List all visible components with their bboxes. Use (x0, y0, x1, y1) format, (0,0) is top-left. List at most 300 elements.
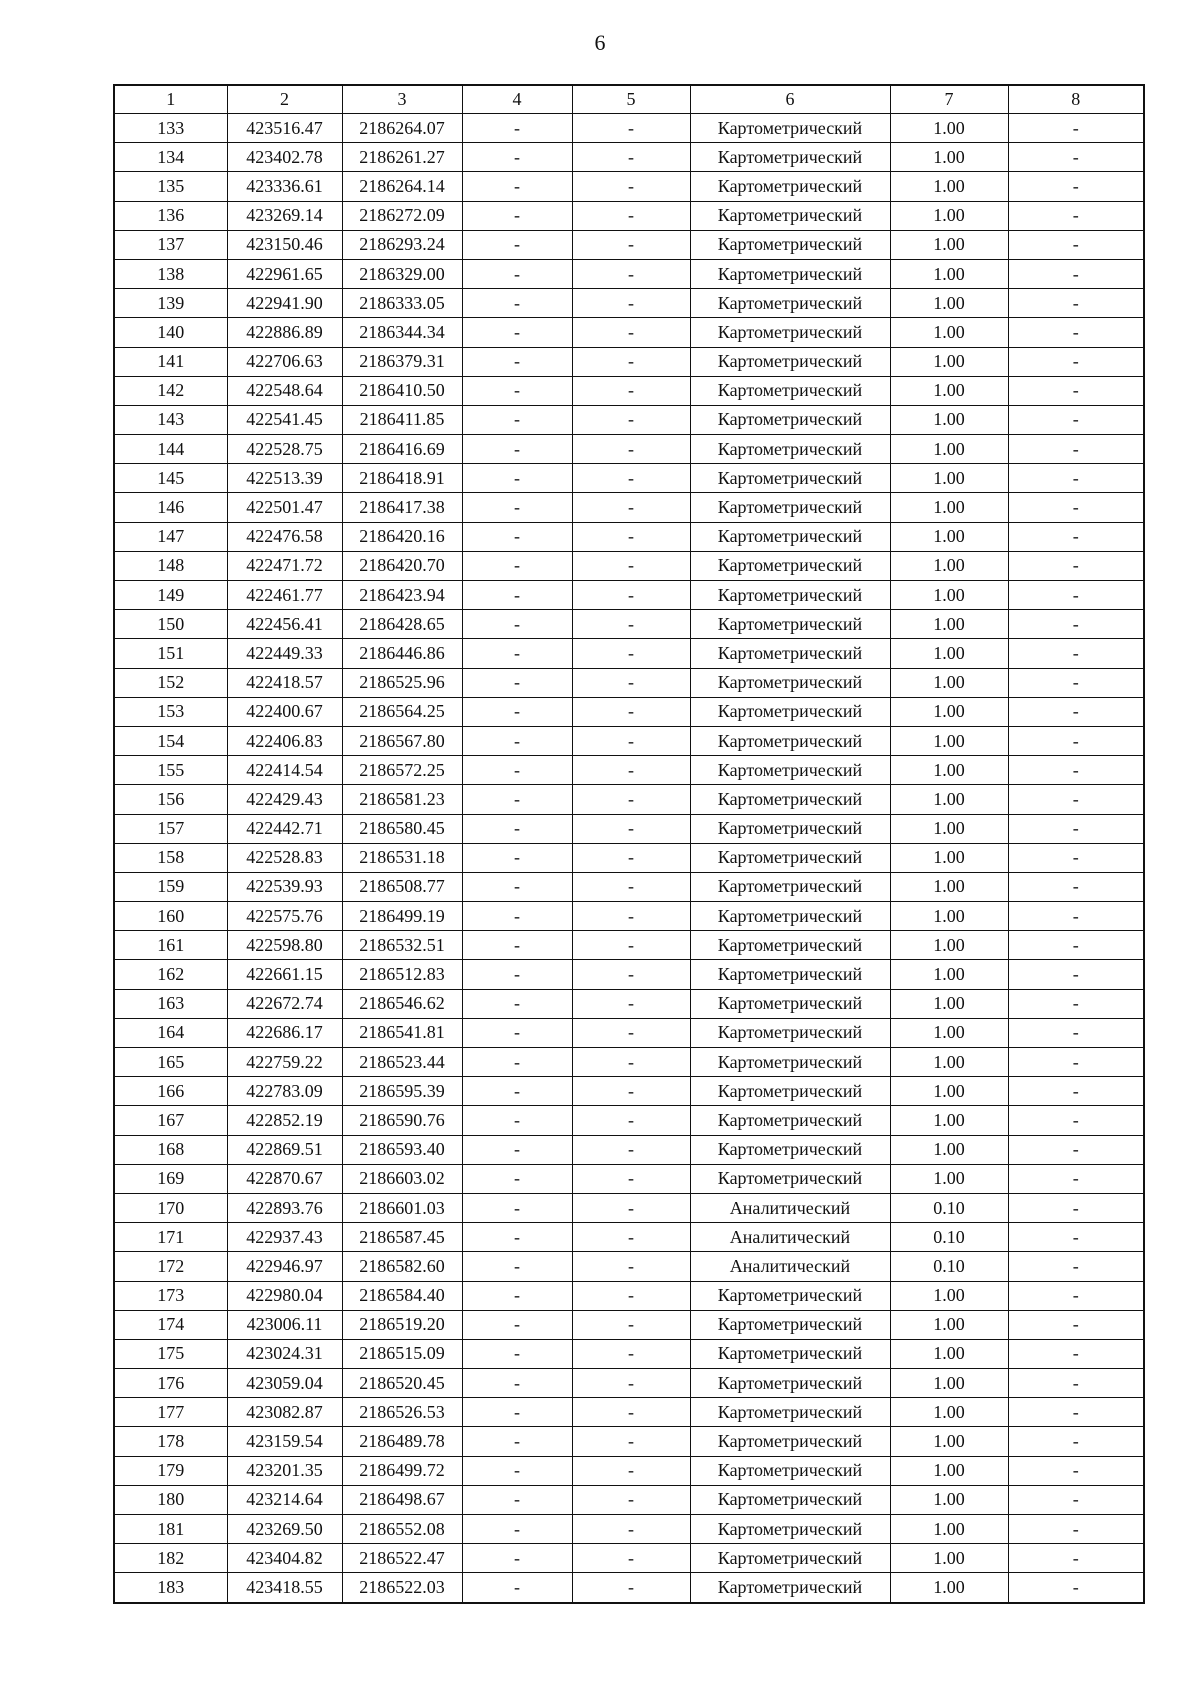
method-cell: Картометрический (690, 1456, 890, 1485)
accuracy-cell: 1.00 (890, 259, 1008, 288)
table-row (114, 639, 1144, 668)
point-number-cell: 154 (114, 726, 227, 755)
column-5-cell: - (572, 960, 690, 989)
point-number-cell: 139 (114, 289, 227, 318)
accuracy-cell: 1.00 (890, 872, 1008, 901)
table-row (114, 1456, 1144, 1485)
column-header-7: 7 (890, 85, 1008, 114)
x-coordinate-cell: 422941.90 (227, 289, 342, 318)
point-number-cell: 180 (114, 1485, 227, 1514)
point-number-cell: 183 (114, 1573, 227, 1603)
x-coordinate-cell: 422870.67 (227, 1164, 342, 1193)
column-8-cell: - (1008, 1398, 1144, 1427)
column-4-cell: - (462, 1369, 572, 1398)
table-row (114, 114, 1144, 143)
x-coordinate-cell: 423201.35 (227, 1456, 342, 1485)
column-5-cell: - (572, 1106, 690, 1135)
table-row (114, 230, 1144, 259)
column-5-cell: - (572, 931, 690, 960)
column-5-cell: - (572, 872, 690, 901)
x-coordinate-cell: 422461.77 (227, 581, 342, 610)
column-4-cell: - (462, 435, 572, 464)
x-coordinate-cell: 422672.74 (227, 989, 342, 1018)
y-coordinate-cell: 2186520.45 (342, 1369, 462, 1398)
column-8-cell: - (1008, 639, 1144, 668)
column-4-cell: - (462, 143, 572, 172)
table-row (114, 1339, 1144, 1368)
x-coordinate-cell: 423006.11 (227, 1310, 342, 1339)
column-5-cell: - (572, 1048, 690, 1077)
column-4-cell: - (462, 610, 572, 639)
x-coordinate-cell: 422501.47 (227, 493, 342, 522)
y-coordinate-cell: 2186546.62 (342, 989, 462, 1018)
x-coordinate-cell: 422893.76 (227, 1193, 342, 1222)
column-8-cell: - (1008, 1485, 1144, 1514)
accuracy-cell: 1.00 (890, 756, 1008, 785)
point-number-cell: 171 (114, 1223, 227, 1252)
method-cell: Картометрический (690, 931, 890, 960)
column-5-cell: - (572, 1515, 690, 1544)
column-8-cell: - (1008, 493, 1144, 522)
column-5-cell: - (572, 493, 690, 522)
table-row (114, 1427, 1144, 1456)
column-8-cell: - (1008, 201, 1144, 230)
accuracy-cell: 1.00 (890, 1018, 1008, 1047)
x-coordinate-cell: 422937.43 (227, 1223, 342, 1252)
point-number-cell: 149 (114, 581, 227, 610)
point-number-cell: 153 (114, 697, 227, 726)
x-coordinate-cell: 422414.54 (227, 756, 342, 785)
accuracy-cell: 1.00 (890, 1106, 1008, 1135)
accuracy-cell: 1.00 (890, 230, 1008, 259)
column-4-cell: - (462, 843, 572, 872)
x-coordinate-cell: 422476.58 (227, 522, 342, 551)
table-row (114, 668, 1144, 697)
table-row (114, 1369, 1144, 1398)
column-8-cell: - (1008, 814, 1144, 843)
x-coordinate-cell: 422946.97 (227, 1252, 342, 1281)
y-coordinate-cell: 2186572.25 (342, 756, 462, 785)
column-8-cell: - (1008, 1427, 1144, 1456)
method-cell: Картометрический (690, 1485, 890, 1514)
point-number-cell: 159 (114, 872, 227, 901)
y-coordinate-cell: 2186593.40 (342, 1135, 462, 1164)
point-number-cell: 163 (114, 989, 227, 1018)
column-5-cell: - (572, 376, 690, 405)
point-number-cell: 177 (114, 1398, 227, 1427)
y-coordinate-cell: 2186541.81 (342, 1018, 462, 1047)
column-4-cell: - (462, 989, 572, 1018)
column-header-2: 2 (227, 85, 342, 114)
point-number-cell: 152 (114, 668, 227, 697)
point-number-cell: 143 (114, 405, 227, 434)
y-coordinate-cell: 2186595.39 (342, 1077, 462, 1106)
x-coordinate-cell: 422541.45 (227, 405, 342, 434)
method-cell: Картометрический (690, 1310, 890, 1339)
column-8-cell: - (1008, 1106, 1144, 1135)
column-5-cell: - (572, 785, 690, 814)
column-5-cell: - (572, 610, 690, 639)
table-row (114, 289, 1144, 318)
column-4-cell: - (462, 1281, 572, 1310)
column-8-cell: - (1008, 172, 1144, 201)
x-coordinate-cell: 423024.31 (227, 1339, 342, 1368)
table-row (114, 989, 1144, 1018)
column-4-cell: - (462, 259, 572, 288)
column-4-cell: - (462, 697, 572, 726)
column-5-cell: - (572, 143, 690, 172)
accuracy-cell: 1.00 (890, 697, 1008, 726)
table-row (114, 902, 1144, 931)
accuracy-cell: 1.00 (890, 668, 1008, 697)
column-5-cell: - (572, 1281, 690, 1310)
column-4-cell: - (462, 551, 572, 580)
point-number-cell: 155 (114, 756, 227, 785)
table-row (114, 1573, 1144, 1603)
point-number-cell: 147 (114, 522, 227, 551)
column-4-cell: - (462, 1573, 572, 1603)
table-header (114, 85, 1144, 114)
y-coordinate-cell: 2186523.44 (342, 1048, 462, 1077)
accuracy-cell: 0.10 (890, 1223, 1008, 1252)
x-coordinate-cell: 422980.04 (227, 1281, 342, 1310)
table-row (114, 376, 1144, 405)
point-number-cell: 151 (114, 639, 227, 668)
point-number-cell: 182 (114, 1544, 227, 1573)
accuracy-cell: 1.00 (890, 989, 1008, 1018)
column-8-cell: - (1008, 931, 1144, 960)
y-coordinate-cell: 2186498.67 (342, 1485, 462, 1514)
y-coordinate-cell: 2186428.65 (342, 610, 462, 639)
y-coordinate-cell: 2186261.27 (342, 143, 462, 172)
column-5-cell: - (572, 172, 690, 201)
column-header-1: 1 (114, 85, 227, 114)
method-cell: Картометрический (690, 1164, 890, 1193)
x-coordinate-cell: 422528.75 (227, 435, 342, 464)
column-8-cell: - (1008, 143, 1144, 172)
table-row (114, 1485, 1144, 1514)
column-5-cell: - (572, 551, 690, 580)
column-4-cell: - (462, 522, 572, 551)
method-cell: Картометрический (690, 756, 890, 785)
point-number-cell: 144 (114, 435, 227, 464)
column-4-cell: - (462, 1339, 572, 1368)
x-coordinate-cell: 422852.19 (227, 1106, 342, 1135)
table-row (114, 726, 1144, 755)
header-row (114, 85, 1144, 114)
column-8-cell: - (1008, 522, 1144, 551)
y-coordinate-cell: 2186423.94 (342, 581, 462, 610)
table-row (114, 347, 1144, 376)
point-number-cell: 161 (114, 931, 227, 960)
column-4-cell: - (462, 289, 572, 318)
column-4-cell: - (462, 1048, 572, 1077)
column-8-cell: - (1008, 1048, 1144, 1077)
column-8-cell: - (1008, 1339, 1144, 1368)
table-body (114, 114, 1144, 1603)
accuracy-cell: 1.00 (890, 143, 1008, 172)
accuracy-cell: 1.00 (890, 785, 1008, 814)
column-8-cell: - (1008, 376, 1144, 405)
table-row (114, 493, 1144, 522)
method-cell: Картометрический (690, 1106, 890, 1135)
method-cell: Картометрический (690, 289, 890, 318)
y-coordinate-cell: 2186584.40 (342, 1281, 462, 1310)
y-coordinate-cell: 2186499.72 (342, 1456, 462, 1485)
table-row (114, 960, 1144, 989)
y-coordinate-cell: 2186508.77 (342, 872, 462, 901)
accuracy-cell: 1.00 (890, 1456, 1008, 1485)
table-row (114, 143, 1144, 172)
column-5-cell: - (572, 581, 690, 610)
table-row (114, 1515, 1144, 1544)
table-row (114, 1106, 1144, 1135)
point-number-cell: 160 (114, 902, 227, 931)
accuracy-cell: 1.00 (890, 376, 1008, 405)
x-coordinate-cell: 423418.55 (227, 1573, 342, 1603)
column-4-cell: - (462, 814, 572, 843)
column-8-cell: - (1008, 1281, 1144, 1310)
column-5-cell: - (572, 756, 690, 785)
accuracy-cell: 1.00 (890, 405, 1008, 434)
point-number-cell: 148 (114, 551, 227, 580)
accuracy-cell: 1.00 (890, 902, 1008, 931)
column-4-cell: - (462, 1485, 572, 1514)
table-row (114, 785, 1144, 814)
method-cell: Картометрический (690, 1427, 890, 1456)
x-coordinate-cell: 422539.93 (227, 872, 342, 901)
point-number-cell: 169 (114, 1164, 227, 1193)
x-coordinate-cell: 423082.87 (227, 1398, 342, 1427)
column-header-8: 8 (1008, 85, 1144, 114)
column-8-cell: - (1008, 1077, 1144, 1106)
column-4-cell: - (462, 405, 572, 434)
accuracy-cell: 1.00 (890, 493, 1008, 522)
method-cell: Картометрический (690, 493, 890, 522)
column-8-cell: - (1008, 1515, 1144, 1544)
x-coordinate-cell: 422528.83 (227, 843, 342, 872)
x-coordinate-cell: 423336.61 (227, 172, 342, 201)
column-5-cell: - (572, 1223, 690, 1252)
column-5-cell: - (572, 318, 690, 347)
y-coordinate-cell: 2186580.45 (342, 814, 462, 843)
accuracy-cell: 1.00 (890, 551, 1008, 580)
y-coordinate-cell: 2186333.05 (342, 289, 462, 318)
point-number-cell: 142 (114, 376, 227, 405)
column-8-cell: - (1008, 668, 1144, 697)
table-row (114, 1048, 1144, 1077)
table-row (114, 522, 1144, 551)
y-coordinate-cell: 2186587.45 (342, 1223, 462, 1252)
method-cell: Картометрический (690, 1018, 890, 1047)
column-4-cell: - (462, 1310, 572, 1339)
y-coordinate-cell: 2186519.20 (342, 1310, 462, 1339)
x-coordinate-cell: 422598.80 (227, 931, 342, 960)
column-4-cell: - (462, 1018, 572, 1047)
accuracy-cell: 1.00 (890, 522, 1008, 551)
column-5-cell: - (572, 1369, 690, 1398)
column-5-cell: - (572, 1135, 690, 1164)
method-cell: Картометрический (690, 172, 890, 201)
x-coordinate-cell: 423150.46 (227, 230, 342, 259)
column-8-cell: - (1008, 230, 1144, 259)
method-cell: Аналитический (690, 1252, 890, 1281)
accuracy-cell: 1.00 (890, 464, 1008, 493)
accuracy-cell: 1.00 (890, 581, 1008, 610)
y-coordinate-cell: 2186272.09 (342, 201, 462, 230)
method-cell: Картометрический (690, 902, 890, 931)
y-coordinate-cell: 2186420.16 (342, 522, 462, 551)
accuracy-cell: 1.00 (890, 960, 1008, 989)
column-8-cell: - (1008, 756, 1144, 785)
method-cell: Аналитический (690, 1223, 890, 1252)
x-coordinate-cell: 422548.64 (227, 376, 342, 405)
column-4-cell: - (462, 639, 572, 668)
column-8-cell: - (1008, 1456, 1144, 1485)
column-8-cell: - (1008, 726, 1144, 755)
method-cell: Картометрический (690, 610, 890, 639)
column-5-cell: - (572, 1456, 690, 1485)
method-cell: Картометрический (690, 668, 890, 697)
table-row (114, 172, 1144, 201)
y-coordinate-cell: 2186532.51 (342, 931, 462, 960)
column-4-cell: - (462, 1252, 572, 1281)
column-8-cell: - (1008, 435, 1144, 464)
method-cell: Картометрический (690, 522, 890, 551)
table-row (114, 435, 1144, 464)
y-coordinate-cell: 2186522.03 (342, 1573, 462, 1603)
point-number-cell: 138 (114, 259, 227, 288)
y-coordinate-cell: 2186512.83 (342, 960, 462, 989)
column-5-cell: - (572, 1018, 690, 1047)
table-row (114, 1252, 1144, 1281)
column-8-cell: - (1008, 114, 1144, 143)
column-5-cell: - (572, 814, 690, 843)
point-number-cell: 146 (114, 493, 227, 522)
column-5-cell: - (572, 347, 690, 376)
column-4-cell: - (462, 960, 572, 989)
method-cell: Картометрический (690, 1369, 890, 1398)
method-cell: Аналитический (690, 1193, 890, 1222)
accuracy-cell: 1.00 (890, 931, 1008, 960)
y-coordinate-cell: 2186522.47 (342, 1544, 462, 1573)
table-row (114, 1077, 1144, 1106)
x-coordinate-cell: 422400.67 (227, 697, 342, 726)
point-number-cell: 134 (114, 143, 227, 172)
y-coordinate-cell: 2186564.25 (342, 697, 462, 726)
column-4-cell: - (462, 1427, 572, 1456)
point-number-cell: 145 (114, 464, 227, 493)
table-row (114, 756, 1144, 785)
x-coordinate-cell: 422869.51 (227, 1135, 342, 1164)
x-coordinate-cell: 423159.54 (227, 1427, 342, 1456)
column-5-cell: - (572, 289, 690, 318)
point-number-cell: 164 (114, 1018, 227, 1047)
column-5-cell: - (572, 1398, 690, 1427)
x-coordinate-cell: 422442.71 (227, 814, 342, 843)
method-cell: Картометрический (690, 376, 890, 405)
column-5-cell: - (572, 1427, 690, 1456)
column-8-cell: - (1008, 1164, 1144, 1193)
y-coordinate-cell: 2186264.07 (342, 114, 462, 143)
point-number-cell: 166 (114, 1077, 227, 1106)
column-8-cell: - (1008, 960, 1144, 989)
method-cell: Картометрический (690, 1048, 890, 1077)
x-coordinate-cell: 422471.72 (227, 551, 342, 580)
point-number-cell: 181 (114, 1515, 227, 1544)
table-row (114, 405, 1144, 434)
table-row (114, 814, 1144, 843)
column-8-cell: - (1008, 785, 1144, 814)
table-row (114, 1310, 1144, 1339)
column-5-cell: - (572, 1339, 690, 1368)
method-cell: Картометрический (690, 201, 890, 230)
point-number-cell: 140 (114, 318, 227, 347)
column-8-cell: - (1008, 610, 1144, 639)
accuracy-cell: 1.00 (890, 1544, 1008, 1573)
point-number-cell: 173 (114, 1281, 227, 1310)
point-number-cell: 168 (114, 1135, 227, 1164)
method-cell: Картометрический (690, 1515, 890, 1544)
column-8-cell: - (1008, 289, 1144, 318)
table-row (114, 1544, 1144, 1573)
table-row (114, 1164, 1144, 1193)
y-coordinate-cell: 2186581.23 (342, 785, 462, 814)
y-coordinate-cell: 2186420.70 (342, 551, 462, 580)
column-4-cell: - (462, 668, 572, 697)
x-coordinate-cell: 422686.17 (227, 1018, 342, 1047)
point-number-cell: 156 (114, 785, 227, 814)
column-5-cell: - (572, 464, 690, 493)
method-cell: Картометрический (690, 581, 890, 610)
column-5-cell: - (572, 1193, 690, 1222)
accuracy-cell: 1.00 (890, 726, 1008, 755)
column-4-cell: - (462, 581, 572, 610)
x-coordinate-cell: 422886.89 (227, 318, 342, 347)
column-4-cell: - (462, 1223, 572, 1252)
accuracy-cell: 1.00 (890, 1398, 1008, 1427)
column-5-cell: - (572, 435, 690, 464)
table-row (114, 259, 1144, 288)
column-4-cell: - (462, 902, 572, 931)
point-number-cell: 162 (114, 960, 227, 989)
table-row (114, 1135, 1144, 1164)
x-coordinate-cell: 423269.50 (227, 1515, 342, 1544)
column-8-cell: - (1008, 902, 1144, 931)
y-coordinate-cell: 2186329.00 (342, 259, 462, 288)
column-header-6: 6 (690, 85, 890, 114)
point-number-cell: 174 (114, 1310, 227, 1339)
point-number-cell: 167 (114, 1106, 227, 1135)
table-row (114, 1398, 1144, 1427)
y-coordinate-cell: 2186379.31 (342, 347, 462, 376)
column-8-cell: - (1008, 464, 1144, 493)
accuracy-cell: 1.00 (890, 1281, 1008, 1310)
column-5-cell: - (572, 230, 690, 259)
table-row (114, 551, 1144, 580)
column-4-cell: - (462, 114, 572, 143)
method-cell: Картометрический (690, 405, 890, 434)
method-cell: Картометрический (690, 1135, 890, 1164)
point-number-cell: 175 (114, 1339, 227, 1368)
point-number-cell: 133 (114, 114, 227, 143)
table-row (114, 843, 1144, 872)
column-8-cell: - (1008, 347, 1144, 376)
column-5-cell: - (572, 1573, 690, 1603)
column-8-cell: - (1008, 1135, 1144, 1164)
column-8-cell: - (1008, 1223, 1144, 1252)
y-coordinate-cell: 2186344.34 (342, 318, 462, 347)
